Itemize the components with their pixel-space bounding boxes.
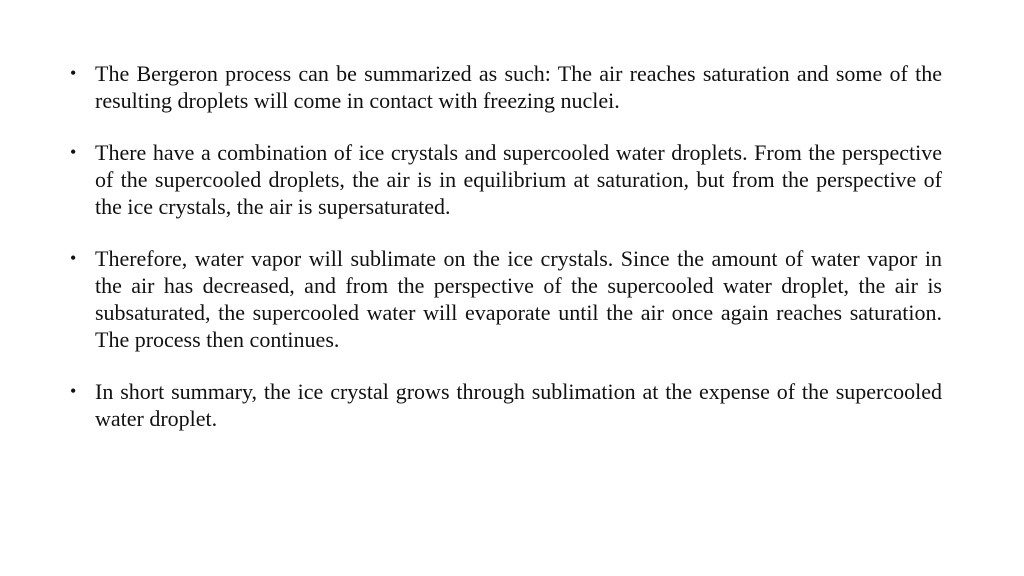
bullet-text: Therefore, water vapor will sublimate on the ice crystals. Since the amount of water vapor in the air has decreased, and from the perspective of the supercooled water droplet, the air is subsaturated, the supercooled water will evaporate until the air once again reaches saturation. The process then continues. (95, 246, 942, 352)
bullet-marker: • (70, 63, 77, 83)
bullet-item (70, 378, 942, 432)
bullet-marker: • (70, 248, 77, 268)
bullet-list (70, 60, 942, 457)
bullet-item (70, 139, 942, 220)
bullet-text: There have a combination of ice crystals and supercooled water droplets. From the perspective of the supercooled droplets, the air is in equilibrium at saturation, but from the perspective of the ice crystals, the air is supersaturated. (95, 140, 942, 219)
bullet-item (70, 245, 942, 353)
bullet-marker: • (70, 381, 77, 401)
bullet-text: The Bergeron process can be summarized as such: The air reaches saturation and some of the resulting droplets will come in contact with freezing nuclei. (95, 61, 942, 113)
bullet-item (70, 60, 942, 114)
bullet-text: In short summary, the ice crystal grows through sublimation at the expense of the supercooled water droplet. (95, 379, 942, 431)
bullet-marker: • (70, 142, 77, 162)
